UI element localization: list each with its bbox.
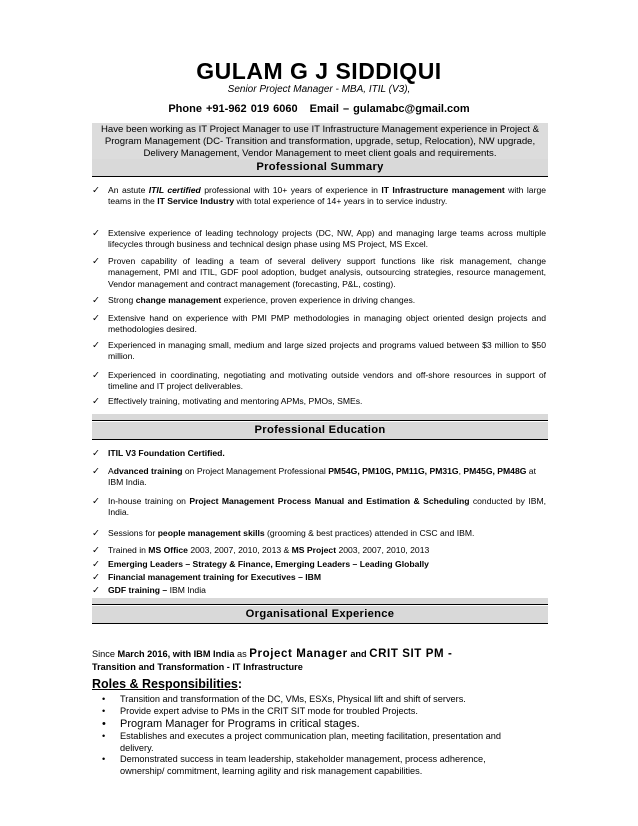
experience-summary: Since March 2016, with IBM India as Project Manager and CRIT SIT PM - — [92, 648, 453, 660]
experience-heading: Organisational Experience — [92, 606, 548, 624]
list-item: ✓ Experienced in coordinating, negotiating and motivating outside vendors and off-shore resources in support of timeline and IT project deliverables. — [92, 370, 546, 392]
list-item: ✓ Experienced in managing small, medium and large sized projects and programs valued between $3 million to $50 million. — [92, 340, 546, 362]
check-icon: ✓ — [92, 185, 100, 196]
candidate-subtitle: Senior Project Manager - MBA, ITIL (V3), — [227, 84, 411, 95]
list-item: ✓ Extensive experience of leading technology projects (DC, NW, App) and managing large teams across multiple lifecycles through business and technical design phase using MS Project, MS Excel. — [92, 228, 546, 250]
bullet-icon: • — [102, 754, 106, 765]
check-icon: ✓ — [92, 572, 100, 583]
roles-list — [92, 694, 532, 778]
check-icon: ✓ — [92, 256, 100, 267]
contact-line — [0, 103, 638, 115]
bullet-icon: • — [102, 731, 106, 742]
check-icon: ✓ — [92, 545, 100, 556]
check-icon: ✓ — [92, 528, 100, 539]
check-icon: ✓ — [92, 228, 100, 239]
section-divider — [92, 414, 548, 421]
list-item: ✓ Financial management training for Executives – IBM — [92, 572, 321, 583]
check-icon: ✓ — [92, 295, 100, 306]
check-icon: ✓ — [92, 496, 100, 507]
list-item: ✓ Emerging Leaders – Strategy & Finance, Emerging Leaders – Leading Globally — [92, 559, 429, 570]
bullet-icon: • — [102, 694, 106, 704]
check-icon: ✓ — [92, 396, 100, 407]
list-item: ✓ Trained in MS Office 2003, 2007, 2010, 2013 & MS Project 2003, 2007, 2010, 2013 — [92, 545, 430, 556]
list-item: ✓ Sessions for people management skills (grooming & best practices) attended in CSC and IBM. — [92, 528, 475, 539]
bullet-icon: • — [102, 705, 106, 716]
email-address: Email – gulamabc@gmail.com — [309, 103, 470, 115]
list-item: ✓ Advanced training on Project Management Professional PM54G, PM10G, PM11G, PM31G, PM45G, PM48G at IBM India. — [92, 466, 536, 488]
list-item: ✓ Strong change management experience, proven experience in driving changes. — [92, 295, 416, 306]
phone-number: Phone +91-962 019 6060 — [168, 103, 298, 115]
list-item: ✓ Effectively training, motivating and mentoring APMs, PMOs, SMEs. — [92, 396, 363, 407]
check-icon: ✓ — [92, 466, 100, 477]
list-item: • Establishes and executes a project communication plan, meeting facilitation, presentation and delivery. — [102, 731, 501, 753]
check-icon: ✓ — [92, 585, 100, 596]
section-divider — [92, 598, 548, 605]
check-icon: ✓ — [92, 448, 100, 459]
summary-heading: Professional Summary — [92, 159, 548, 177]
check-icon: ✓ — [92, 313, 100, 324]
list-item: ✓ An astute ITIL certified professional with 10+ years of experience in IT Infrastructure management with large teams in the IT Service Industry with total experience of 14+ years in to service industry. — [92, 185, 547, 207]
list-item: ✓ In-house training on Project Management Process Manual and Estimation & Scheduling conducted by IBM, India. — [92, 496, 546, 518]
list-item: • Transition and transformation of the DC, VMs, ESXs, Physical lift and shift of servers. — [102, 694, 466, 704]
list-item: ✓ GDF training – IBM India — [92, 585, 206, 596]
bullet-icon: • — [102, 718, 106, 731]
candidate-name: GULAM G J SIDDIQUI — [196, 58, 442, 84]
list-item: • Demonstrated success in team leadership, stakeholder management, process adherence, ownership/ commitment, learning agility and risk management capabilities. — [102, 754, 486, 776]
list-item: ✓ ITIL V3 Foundation Certified. — [92, 448, 225, 459]
list-item: • Program Manager for Programs in critical stages. — [102, 718, 360, 731]
list-item: ✓ Extensive hand on experience with PMI PMP methodologies in managing object oriented design projects and methodologies desired. — [92, 313, 546, 335]
check-icon: ✓ — [92, 559, 100, 570]
roles-heading: Roles & Responsibilities: — [92, 677, 243, 691]
check-icon: ✓ — [92, 370, 100, 381]
check-icon: ✓ — [92, 340, 100, 351]
list-item: • Provide expert advise to PMs in the CRIT SIT mode for troubled Projects. — [102, 705, 418, 716]
experience-subtitle: Transition and Transformation - IT Infrastructure — [92, 662, 303, 672]
education-heading: Professional Education — [92, 422, 548, 440]
list-item: ✓ Proven capability of leading a team of several delivery support functions like risk management, change management, PMI and ITIL, GDF pool adoption, budget analysis, outsourcing strategies, resource management, Vendor management and contract management (forecasting, P&L, costing). — [92, 256, 546, 289]
intro-box: Have been working as IT Project Manager to use IT Infrastructure Management experience in Project & Program Management (DC- Transition and transformation, upgrade, setup, Relocation), NW upgrade, Delivery Management, Vendor Management to meet client goals and requirements. — [92, 123, 548, 160]
